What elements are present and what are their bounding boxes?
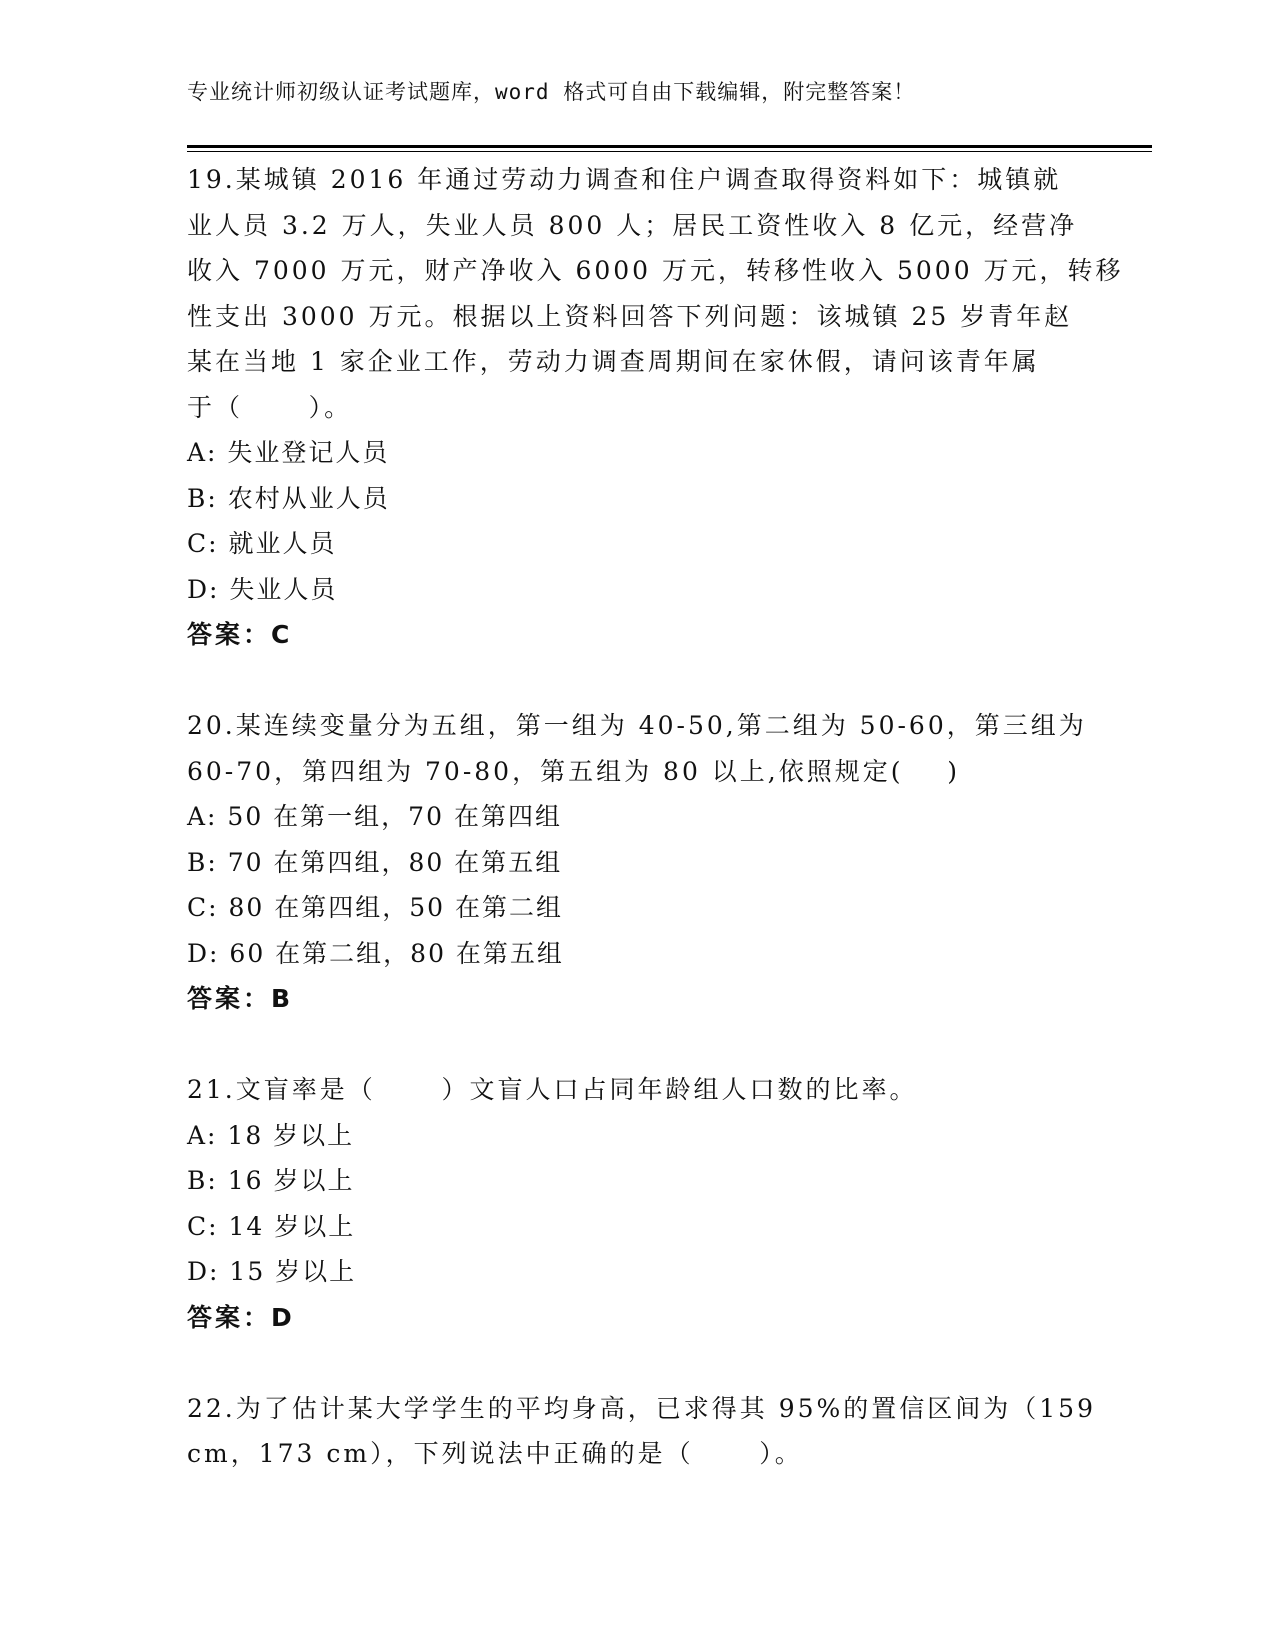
spacer: [187, 1340, 1087, 1386]
question-text-line: cm，173 cm），下列说法中正确的是（ ）。: [187, 1439, 803, 1468]
option-a: A: 18 岁以上: [187, 1120, 355, 1150]
question-text-line: 业人员 3.2 万人，失业人员 800 人；居民工资性收入 8 亿元，经营净: [187, 210, 1078, 240]
option-b: B: 16 岁以上: [187, 1166, 355, 1195]
answer: 答案：D: [187, 1302, 295, 1332]
option-b: B: 70 在第四组，80 在第五组: [187, 847, 563, 877]
option-a: A: 50 在第一组，70 在第四组: [187, 802, 562, 831]
question-text-line: 22.为了估计某大学学生的平均身高，已求得其 95%的置信区间为（159: [187, 1393, 1096, 1423]
question-19: [187, 157, 1124, 658]
question-text-line: 于（ ）。: [187, 392, 353, 422]
option-c: C: 14 岁以上: [187, 1211, 356, 1241]
option-c: C: 80 在第四组，50 在第二组: [187, 893, 564, 922]
question-22: [187, 1386, 1096, 1477]
answer: 答案：C: [187, 620, 293, 649]
question-20: [187, 703, 1087, 1022]
option-c: C: 就业人员: [187, 529, 337, 558]
question-list: [187, 157, 1124, 1477]
option-d: D: 15 岁以上: [187, 1257, 357, 1286]
question-text-line: 某在当地 1 家企业工作，劳动力调查周期间在家休假，请问该青年属: [187, 347, 1040, 376]
question-text-line: 19.某城镇 2016 年通过劳动力调查和住户调查取得资料如下：城镇就: [187, 165, 1062, 194]
spacer: [187, 1022, 1087, 1068]
header-rule-thin: [187, 151, 1152, 152]
header-rule-thick: [187, 145, 1152, 148]
question-text-line: 性支出 3000 万元。根据以上资料回答下列问题：该城镇 25 岁青年赵: [187, 301, 1073, 331]
option-d: D: 失业人员: [187, 574, 338, 604]
question-text-line: 21.文盲率是（ ）文盲人口占同年龄组人口数的比率。: [187, 1075, 918, 1104]
question-21: [187, 1067, 1087, 1340]
answer: 答案：B: [187, 984, 294, 1013]
question-text-line: 60-70，第四组为 70-80，第五组为 80 以上,依照规定( ): [187, 756, 961, 786]
option-a: A: 失业登记人员: [187, 438, 390, 467]
option-b: B: 农村从业人员: [187, 483, 390, 513]
question-text-line: 收入 7000 万元，财产净收入 6000 万元，转移性收入 5000 万元，转移: [187, 256, 1124, 285]
option-d: D: 60 在第二组，80 在第五组: [187, 938, 564, 968]
page-header: 专业统计师初级认证考试题库，word 格式可自由下载编辑，附完整答案！: [187, 80, 916, 104]
question-text-line: 20.某连续变量分为五组，第一组为 40-50,第二组为 50-60，第三组为: [187, 711, 1087, 740]
spacer: [187, 658, 1087, 704]
